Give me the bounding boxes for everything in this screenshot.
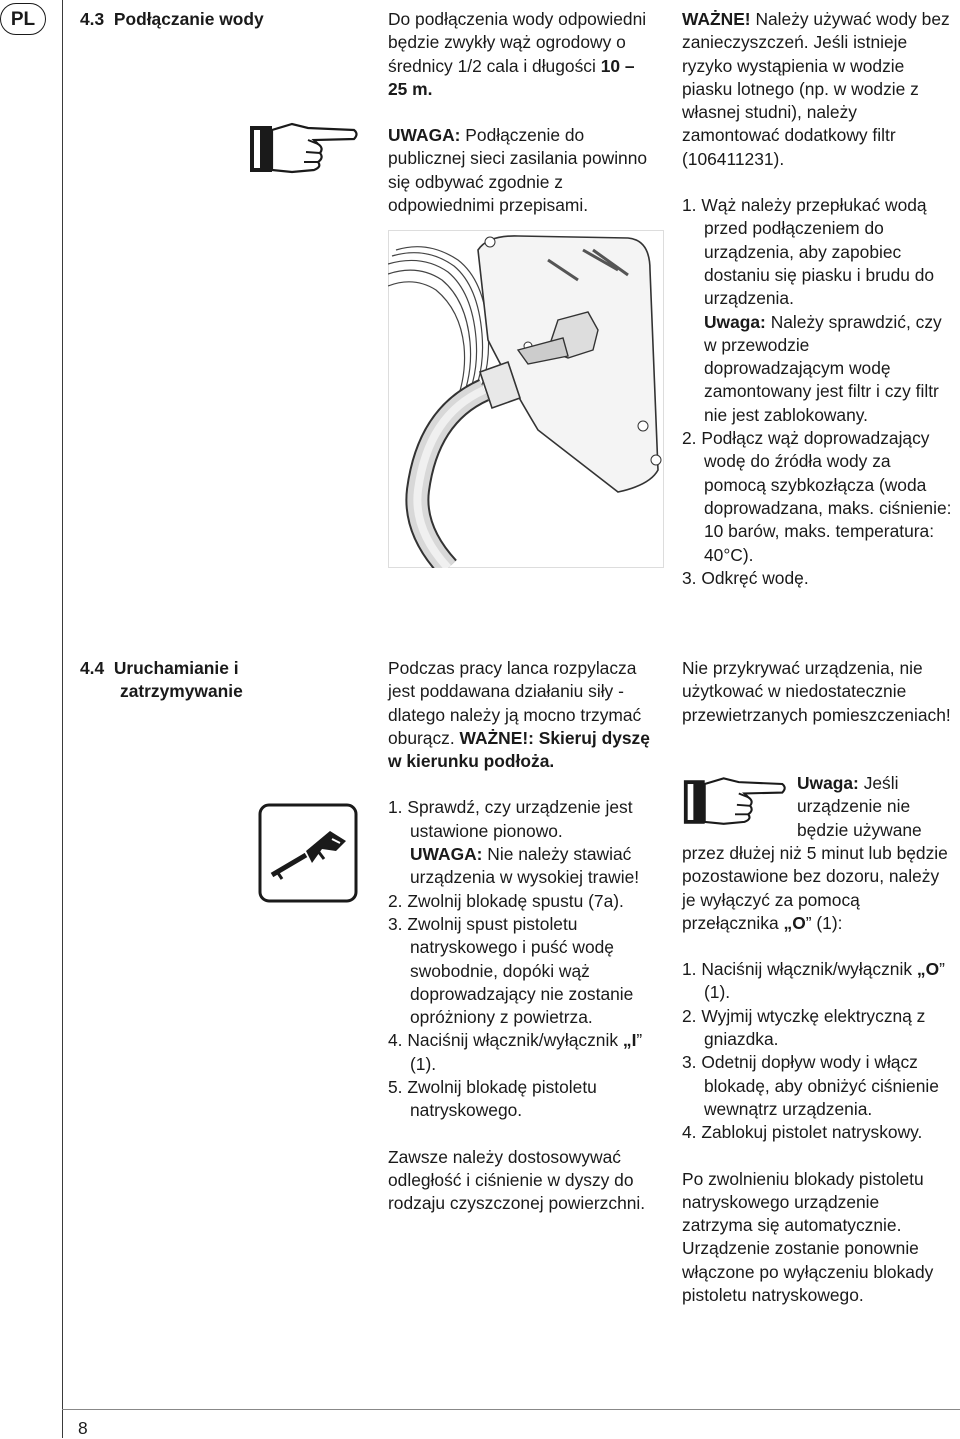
distance-note: Zawsze należy dostosowywać odległość i ciśnienie w dyszy do rodzaju czyszczonej powierzchni. [388, 1146, 646, 1214]
connection-steps [682, 194, 954, 590]
operation-intro: Podczas pracy lanca rozpylacza jest poddawana działaniu siły - dlatego należy ją mocno trzymać oburącz. WAŻNE!: Skieruj dyszę w kierunku podłoża. [388, 658, 650, 772]
pointing-hand-icon [248, 118, 360, 180]
list-item: 1. Sprawdź, czy urządzenie jest ustawione pionowo. [388, 797, 633, 841]
spray-gun-icon [258, 803, 358, 903]
col2-block [388, 8, 658, 217]
list-item: 3. Odetnij dopływ wody i włącz blokadę, aby obniżyć ciśnienie wewnątrz urządzenia. [682, 1052, 939, 1119]
col2-operation [388, 657, 658, 1216]
hose-connection-illustration [388, 230, 664, 568]
col3-operation [682, 657, 954, 727]
auto-stop-note: Po zwolnieniu blokady pistoletu natryskowego urządzenie zatrzyma się automatycznie. Urządzenie zostanie ponownie włączone po wyłączeniu blokady pistoletu natryskowego. [682, 1168, 934, 1306]
list-item: 3. Odkręć wodę. [682, 567, 809, 588]
list-item: 2. Podłącz wąż doprowadzający wodę do źródła wody za pomocą szybkozłącza (woda doprowadzana, maks. ciśnienie: 10 barów, maks. temperatura: 40°C). [682, 428, 952, 565]
uwaga-public-network: UWAGA: Podłączenie do publicznej sieci zasilania powinno się odbywać zgodnie z odpowiednimi przepisami. [388, 125, 648, 216]
list-item: 4. Naciśnij włącznik/wyłącznik „I” (1). [388, 1030, 643, 1074]
list-item: 1. Naciśnij włącznik/wyłącznik „O” (1). [682, 959, 945, 1003]
water-intro: Do podłączenia wody odpowiedni będzie zwykły wąż ogrodowy o średnicy 1/2 cala i długości 10 – 25 m. [388, 9, 647, 99]
col3-shutdown [682, 842, 954, 1307]
section-title: Uruchamianie i zatrzymywanie [113, 658, 243, 701]
uwaga-short: Uwaga: Jeśli urządzenie nie będzie używane [797, 773, 922, 840]
list-item: 5. Zwolnij blokadę pistoletu natryskowego. [388, 1077, 597, 1121]
pointing-hand-icon [682, 772, 788, 832]
col3-block [682, 8, 954, 590]
language-badge: PL [0, 3, 46, 35]
shutdown-note: przez dłużej niż 5 minut lub będzie pozostawione bez dozoru, należy je wyłączyć za pomocą przełącznika „O” (1): [682, 843, 948, 933]
margin-rule [62, 0, 63, 1438]
footer-rule [62, 1409, 960, 1410]
section-title: Podłączanie wody [113, 9, 264, 29]
filter-note: Uwaga: Należy sprawdzić, czy w przewodzie doprowadzającym wodę zamontowany jest filtr i czy filtr nie jest zablokowany. [704, 311, 942, 425]
list-item: 1. Wąż należy przepłukać wodą przed podłączeniem do urządzenia, aby zapobiec dostaniu się piasku i brudu do urządzenia. [682, 195, 935, 309]
section-number: 4.4 [80, 658, 105, 678]
list-item: 2. Zwolnij blokadę spustu (7a). [388, 890, 624, 911]
list-item: 2. Wyjmij wtyczkę elektryczną z gniazdka. [682, 1005, 926, 1050]
page-number: 8 [78, 1418, 88, 1438]
section-number: 4.3 [80, 9, 105, 29]
section-4-3-heading [80, 8, 264, 31]
grass-warning: UWAGA: Nie należy stawiać urządzenia w wysokiej trawie! [410, 844, 640, 888]
section-4-4-heading [80, 657, 280, 703]
wazne-note: WAŻNE! Należy używać wody bez zanieczyszczeń. Jeśli istnieje ryzyko wystąpienia w wodzie piasku lotnego (np. w wodzie z własnej studni), należy zamontować dodatkowy filtr (106411231). [682, 9, 950, 169]
list-item: 4. Zablokuj pistolet natryskowy. [682, 1122, 923, 1143]
list-item: 3. Zwolnij spust pistoletu natryskowego i puść wodę swobodnie, dopóki wąż doprowadzający nie zostanie opróżniony z powietrza. [388, 913, 634, 1028]
cover-warning: Nie przykrywać urządzenia, nie użytkować w niedostatecznie przewietrzanych pomieszczeniach! [682, 658, 951, 725]
shutdown-steps [682, 958, 954, 1144]
start-steps [388, 796, 658, 1122]
